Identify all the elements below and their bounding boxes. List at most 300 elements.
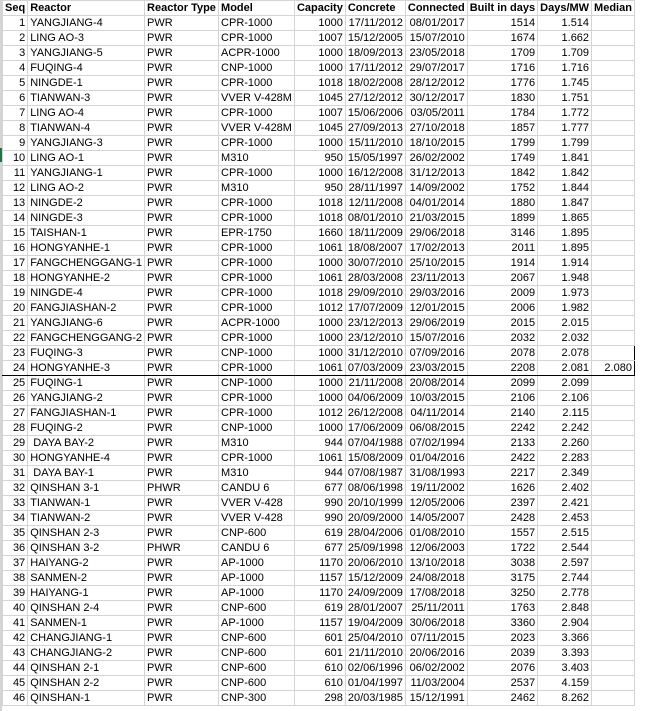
cell-seq[interactable]: 30: [3, 451, 28, 466]
cell-seq[interactable]: 15: [3, 226, 28, 241]
cell-seq[interactable]: 27: [3, 406, 28, 421]
cell-seq[interactable]: 4: [3, 61, 28, 76]
cell-seq[interactable]: 28: [3, 421, 28, 436]
cell-median-empty[interactable]: [592, 496, 635, 511]
cell-days-per-mw[interactable]: 1.772: [538, 106, 592, 121]
cell-days-per-mw[interactable]: 1.973: [538, 286, 592, 301]
cell-concrete[interactable]: 12/11/2008: [345, 196, 405, 211]
cell-reactor-type[interactable]: PWR: [145, 241, 219, 256]
cell-reactor-type[interactable]: PWR: [145, 91, 219, 106]
cell-built-in-days[interactable]: 1709: [467, 46, 537, 61]
cell-seq[interactable]: 45: [3, 676, 28, 691]
cell-concrete[interactable]: 20/03/1985: [345, 691, 405, 706]
cell-model[interactable]: CPR-1000: [219, 211, 295, 226]
cell-model[interactable]: CPR-1000: [219, 31, 295, 46]
cell-seq[interactable]: 25: [3, 376, 28, 391]
cell-built-in-days[interactable]: 3175: [467, 571, 537, 586]
cell-reactor-type[interactable]: PWR: [145, 286, 219, 301]
cell-capacity[interactable]: 1000: [294, 391, 345, 406]
cell-reactor[interactable]: FUQING-4: [28, 61, 145, 76]
cell-reactor[interactable]: YANGJIANG-6: [28, 316, 145, 331]
cell-connected[interactable]: 29/06/2018: [405, 226, 467, 241]
cell-reactor-type[interactable]: PWR: [145, 256, 219, 271]
cell-connected[interactable]: 17/08/2018: [405, 586, 467, 601]
cell-reactor-type[interactable]: PWR: [145, 46, 219, 61]
cell-reactor-type[interactable]: PWR: [145, 271, 219, 286]
cell-model[interactable]: AP-1000: [219, 556, 295, 571]
cell-capacity[interactable]: 1000: [294, 166, 345, 181]
cell-capacity[interactable]: 1018: [294, 76, 345, 91]
cell-reactor-type[interactable]: PWR: [145, 211, 219, 226]
cell-median-empty[interactable]: [592, 481, 635, 496]
cell-capacity[interactable]: 1000: [294, 46, 345, 61]
cell-reactor-type[interactable]: PWR: [145, 406, 219, 421]
cell-concrete[interactable]: 30/07/2010: [345, 256, 405, 271]
cell-model[interactable]: CPR-1000: [219, 256, 295, 271]
cell-days-per-mw[interactable]: 2.744: [538, 571, 592, 586]
cell-connected[interactable]: 15/07/2016: [405, 331, 467, 346]
cell-days-per-mw[interactable]: 1.948: [538, 271, 592, 286]
cell-concrete[interactable]: 31/12/2010: [345, 346, 405, 361]
cell-median-empty[interactable]: [592, 526, 635, 541]
cell-reactor[interactable]: QINSHAN-1: [28, 691, 145, 706]
cell-seq[interactable]: 44: [3, 661, 28, 676]
cell-median-empty[interactable]: [592, 286, 635, 301]
cell-capacity[interactable]: 601: [294, 631, 345, 646]
cell-concrete[interactable]: 27/09/2013: [345, 121, 405, 136]
cell-reactor-type[interactable]: PWR: [145, 76, 219, 91]
cell-median-empty[interactable]: [592, 76, 635, 91]
cell-model[interactable]: CNP-600: [219, 676, 295, 691]
cell-median-empty[interactable]: [592, 226, 635, 241]
cell-median-empty[interactable]: [592, 166, 635, 181]
cell-seq[interactable]: 33: [3, 496, 28, 511]
cell-reactor-type[interactable]: PWR: [145, 376, 219, 391]
cell-connected[interactable]: 01/08/2010: [405, 526, 467, 541]
header-median[interactable]: Median: [592, 1, 635, 16]
cell-median-empty[interactable]: [592, 331, 635, 346]
cell-seq[interactable]: 43: [3, 646, 28, 661]
cell-seq[interactable]: 19: [3, 286, 28, 301]
cell-days-per-mw[interactable]: 2.402: [538, 481, 592, 496]
cell-built-in-days[interactable]: 1880: [467, 196, 537, 211]
cell-model[interactable]: CPR-1000: [219, 241, 295, 256]
cell-reactor[interactable]: NINGDE-1: [28, 76, 145, 91]
cell-days-per-mw[interactable]: 1.716: [538, 61, 592, 76]
cell-concrete[interactable]: 29/09/2010: [345, 286, 405, 301]
cell-median-empty[interactable]: [592, 556, 635, 571]
cell-seq[interactable]: 12: [3, 181, 28, 196]
cell-reactor[interactable]: FANGCHENGGANG-1: [28, 256, 145, 271]
cell-reactor-type[interactable]: PWR: [145, 451, 219, 466]
cell-capacity[interactable]: 1007: [294, 106, 345, 121]
cell-reactor-type[interactable]: PWR: [145, 181, 219, 196]
cell-connected[interactable]: 30/12/2017: [405, 91, 467, 106]
cell-built-in-days[interactable]: 1722: [467, 541, 537, 556]
cell-built-in-days[interactable]: 2133: [467, 436, 537, 451]
cell-seq[interactable]: 36: [3, 541, 28, 556]
cell-built-in-days[interactable]: 2217: [467, 466, 537, 481]
cell-reactor[interactable]: YANGJIANG-2: [28, 391, 145, 406]
cell-median-empty[interactable]: [592, 196, 635, 211]
cell-seq[interactable]: 40: [3, 601, 28, 616]
cell-days-per-mw[interactable]: 1.895: [538, 241, 592, 256]
cell-connected[interactable]: 19/11/2002: [405, 481, 467, 496]
cell-connected[interactable]: 06/02/2002: [405, 661, 467, 676]
cell-days-per-mw[interactable]: 1.841: [538, 151, 592, 166]
cell-concrete[interactable]: 07/08/1987: [345, 466, 405, 481]
cell-reactor-type[interactable]: PWR: [145, 676, 219, 691]
cell-days-per-mw[interactable]: 1.709: [538, 46, 592, 61]
cell-capacity[interactable]: 1000: [294, 421, 345, 436]
cell-concrete[interactable]: 17/06/2009: [345, 421, 405, 436]
cell-concrete[interactable]: 18/02/2008: [345, 76, 405, 91]
cell-reactor-type[interactable]: PWR: [145, 691, 219, 706]
cell-median-empty[interactable]: [592, 601, 635, 616]
cell-median-empty[interactable]: [592, 346, 635, 361]
cell-median-empty[interactable]: [592, 16, 635, 31]
cell-reactor[interactable]: TIANWAN-1: [28, 496, 145, 511]
cell-median-empty[interactable]: [592, 661, 635, 676]
cell-concrete[interactable]: 25/09/1998: [345, 541, 405, 556]
cell-seq[interactable]: 16: [3, 241, 28, 256]
cell-concrete[interactable]: 15/12/2009: [345, 571, 405, 586]
cell-concrete[interactable]: 15/11/2010: [345, 136, 405, 151]
cell-seq[interactable]: 22: [3, 331, 28, 346]
cell-seq[interactable]: 6: [3, 91, 28, 106]
cell-connected[interactable]: 30/06/2018: [405, 616, 467, 631]
cell-capacity[interactable]: 610: [294, 661, 345, 676]
cell-built-in-days[interactable]: 2462: [467, 691, 537, 706]
cell-connected[interactable]: 13/10/2018: [405, 556, 467, 571]
cell-seq[interactable]: 38: [3, 571, 28, 586]
cell-seq[interactable]: 41: [3, 616, 28, 631]
cell-concrete[interactable]: 17/11/2012: [345, 61, 405, 76]
cell-days-per-mw[interactable]: 1.865: [538, 211, 592, 226]
cell-concrete[interactable]: 26/12/2008: [345, 406, 405, 421]
cell-median-empty[interactable]: [592, 406, 635, 421]
cell-concrete[interactable]: 15/06/2006: [345, 106, 405, 121]
cell-connected[interactable]: 29/07/2017: [405, 61, 467, 76]
cell-capacity[interactable]: 601: [294, 646, 345, 661]
cell-days-per-mw[interactable]: 8.262: [538, 691, 592, 706]
cell-median-empty[interactable]: [592, 241, 635, 256]
cell-capacity[interactable]: 990: [294, 496, 345, 511]
cell-built-in-days[interactable]: 2242: [467, 421, 537, 436]
cell-reactor-type[interactable]: PWR: [145, 361, 219, 376]
cell-seq[interactable]: 2: [3, 31, 28, 46]
cell-median-value[interactable]: 2.080: [592, 361, 635, 376]
cell-days-per-mw[interactable]: 2.283: [538, 451, 592, 466]
cell-built-in-days[interactable]: 2099: [467, 376, 537, 391]
cell-days-per-mw[interactable]: 2.032: [538, 331, 592, 346]
cell-days-per-mw[interactable]: 2.349: [538, 466, 592, 481]
cell-reactor[interactable]: DAYA BAY-2: [28, 436, 145, 451]
header-model[interactable]: Model: [219, 1, 295, 16]
header-seq[interactable]: Seq: [3, 1, 28, 16]
cell-median-empty[interactable]: [592, 451, 635, 466]
cell-reactor[interactable]: LING AO-2: [28, 181, 145, 196]
cell-built-in-days[interactable]: 2140: [467, 406, 537, 421]
cell-built-in-days[interactable]: 3250: [467, 586, 537, 601]
cell-reactor[interactable]: QINSHAN 2-3: [28, 526, 145, 541]
cell-median-empty[interactable]: [592, 136, 635, 151]
cell-connected[interactable]: 23/03/2015: [405, 361, 467, 376]
cell-connected[interactable]: 31/08/1993: [405, 466, 467, 481]
cell-reactor-type[interactable]: PWR: [145, 556, 219, 571]
cell-median-empty[interactable]: [592, 316, 635, 331]
cell-model[interactable]: AP-1000: [219, 616, 295, 631]
cell-capacity[interactable]: 1061: [294, 361, 345, 376]
cell-median-empty[interactable]: [592, 271, 635, 286]
cell-model[interactable]: CNP-1000: [219, 421, 295, 436]
cell-reactor[interactable]: YANGJIANG-5: [28, 46, 145, 61]
cell-connected[interactable]: 04/01/2014: [405, 196, 467, 211]
cell-concrete[interactable]: 15/05/1997: [345, 151, 405, 166]
cell-built-in-days[interactable]: 2023: [467, 631, 537, 646]
cell-days-per-mw[interactable]: 2.904: [538, 616, 592, 631]
cell-concrete[interactable]: 23/12/2010: [345, 331, 405, 346]
header-reactor[interactable]: Reactor: [28, 1, 145, 16]
cell-median-empty[interactable]: [592, 541, 635, 556]
cell-model[interactable]: ACPR-1000: [219, 46, 295, 61]
cell-built-in-days[interactable]: 1842: [467, 166, 537, 181]
cell-capacity[interactable]: 1018: [294, 286, 345, 301]
cell-days-per-mw[interactable]: 2.778: [538, 586, 592, 601]
cell-capacity[interactable]: 1000: [294, 346, 345, 361]
cell-days-per-mw[interactable]: 1.895: [538, 226, 592, 241]
cell-model[interactable]: CPR-1000: [219, 106, 295, 121]
cell-model[interactable]: CPR-1000: [219, 406, 295, 421]
cell-seq[interactable]: 11: [3, 166, 28, 181]
cell-concrete[interactable]: 17/07/2009: [345, 301, 405, 316]
cell-median-empty[interactable]: [592, 646, 635, 661]
cell-reactor[interactable]: FUQING-2: [28, 421, 145, 436]
cell-connected[interactable]: 20/08/2014: [405, 376, 467, 391]
cell-median-empty[interactable]: [592, 571, 635, 586]
cell-concrete[interactable]: 08/01/2010: [345, 211, 405, 226]
cell-median-empty[interactable]: [592, 31, 635, 46]
header-connected[interactable]: Connected: [405, 1, 467, 16]
cell-built-in-days[interactable]: 1557: [467, 526, 537, 541]
cell-capacity[interactable]: 619: [294, 526, 345, 541]
cell-capacity[interactable]: 677: [294, 541, 345, 556]
cell-reactor-type[interactable]: PWR: [145, 301, 219, 316]
cell-built-in-days[interactable]: 2067: [467, 271, 537, 286]
cell-reactor[interactable]: LING AO-3: [28, 31, 145, 46]
cell-seq[interactable]: 37: [3, 556, 28, 571]
cell-connected[interactable]: 17/02/2013: [405, 241, 467, 256]
cell-capacity[interactable]: 1170: [294, 586, 345, 601]
cell-seq[interactable]: 24: [3, 361, 28, 376]
cell-reactor[interactable]: DAYA BAY-1: [28, 466, 145, 481]
cell-concrete[interactable]: 23/12/2013: [345, 316, 405, 331]
cell-reactor-type[interactable]: PWR: [145, 16, 219, 31]
cell-capacity[interactable]: 1012: [294, 406, 345, 421]
cell-concrete[interactable]: 24/09/2009: [345, 586, 405, 601]
cell-reactor-type[interactable]: PWR: [145, 466, 219, 481]
cell-median-empty[interactable]: [592, 256, 635, 271]
cell-capacity[interactable]: 1045: [294, 91, 345, 106]
cell-reactor[interactable]: QINSHAN 3-2: [28, 541, 145, 556]
cell-seq[interactable]: 46: [3, 691, 28, 706]
cell-days-per-mw[interactable]: 2.078: [538, 346, 592, 361]
cell-reactor-type[interactable]: PWR: [145, 601, 219, 616]
cell-connected[interactable]: 03/05/2011: [405, 106, 467, 121]
cell-connected[interactable]: 18/10/2015: [405, 136, 467, 151]
cell-seq[interactable]: 3: [3, 46, 28, 61]
cell-days-per-mw[interactable]: 1.842: [538, 166, 592, 181]
cell-connected[interactable]: 15/12/1991: [405, 691, 467, 706]
cell-built-in-days[interactable]: 2039: [467, 646, 537, 661]
cell-reactor[interactable]: NINGDE-4: [28, 286, 145, 301]
cell-seq[interactable]: 34: [3, 511, 28, 526]
cell-model[interactable]: M310: [219, 151, 295, 166]
cell-capacity[interactable]: 1170: [294, 556, 345, 571]
cell-days-per-mw[interactable]: 2.515: [538, 526, 592, 541]
cell-built-in-days[interactable]: 1626: [467, 481, 537, 496]
cell-built-in-days[interactable]: 2078: [467, 346, 537, 361]
cell-concrete[interactable]: 28/11/1997: [345, 181, 405, 196]
cell-capacity[interactable]: 1000: [294, 16, 345, 31]
cell-built-in-days[interactable]: 1749: [467, 151, 537, 166]
cell-days-per-mw[interactable]: 2.015: [538, 316, 592, 331]
cell-seq[interactable]: 32: [3, 481, 28, 496]
cell-seq[interactable]: 14: [3, 211, 28, 226]
cell-median-empty[interactable]: [592, 691, 635, 706]
cell-connected[interactable]: 23/11/2013: [405, 271, 467, 286]
cell-seq[interactable]: 5: [3, 76, 28, 91]
cell-reactor[interactable]: YANGJIANG-4: [28, 16, 145, 31]
cell-capacity[interactable]: 990: [294, 511, 345, 526]
cell-reactor[interactable]: SANMEN-2: [28, 571, 145, 586]
cell-reactor-type[interactable]: PWR: [145, 136, 219, 151]
cell-median-empty[interactable]: [592, 46, 635, 61]
cell-median-empty[interactable]: [592, 676, 635, 691]
cell-connected[interactable]: 29/03/2016: [405, 286, 467, 301]
cell-concrete[interactable]: 28/04/2006: [345, 526, 405, 541]
cell-concrete[interactable]: 16/12/2008: [345, 166, 405, 181]
cell-days-per-mw[interactable]: 4.159: [538, 676, 592, 691]
cell-seq[interactable]: 21: [3, 316, 28, 331]
cell-reactor[interactable]: LING AO-4: [28, 106, 145, 121]
cell-reactor[interactable]: HONGYANHE-2: [28, 271, 145, 286]
cell-seq[interactable]: 29: [3, 436, 28, 451]
cell-connected[interactable]: 12/05/2006: [405, 496, 467, 511]
cell-reactor-type[interactable]: PWR: [145, 436, 219, 451]
cell-reactor[interactable]: NINGDE-3: [28, 211, 145, 226]
cell-days-per-mw[interactable]: 1.777: [538, 121, 592, 136]
cell-capacity[interactable]: 619: [294, 601, 345, 616]
cell-median-empty[interactable]: [592, 106, 635, 121]
cell-days-per-mw[interactable]: 1.844: [538, 181, 592, 196]
cell-concrete[interactable]: 18/08/2007: [345, 241, 405, 256]
cell-days-per-mw[interactable]: 1.751: [538, 91, 592, 106]
cell-capacity[interactable]: 1007: [294, 31, 345, 46]
cell-capacity[interactable]: 1061: [294, 271, 345, 286]
cell-connected[interactable]: 23/05/2018: [405, 46, 467, 61]
cell-built-in-days[interactable]: 3146: [467, 226, 537, 241]
cell-built-in-days[interactable]: 2537: [467, 676, 537, 691]
header-concrete[interactable]: Concrete: [345, 1, 405, 16]
cell-model[interactable]: CPR-1000: [219, 271, 295, 286]
cell-connected[interactable]: 11/03/2004: [405, 676, 467, 691]
cell-model[interactable]: CNP-600: [219, 601, 295, 616]
cell-reactor[interactable]: HONGYANHE-3: [28, 361, 145, 376]
cell-reactor-type[interactable]: PWR: [145, 586, 219, 601]
cell-built-in-days[interactable]: 1830: [467, 91, 537, 106]
cell-reactor-type[interactable]: PWR: [145, 526, 219, 541]
cell-model[interactable]: CNP-1000: [219, 61, 295, 76]
cell-connected[interactable]: 06/08/2015: [405, 421, 467, 436]
cell-built-in-days[interactable]: 1899: [467, 211, 537, 226]
cell-concrete[interactable]: 17/11/2012: [345, 16, 405, 31]
cell-capacity[interactable]: 1157: [294, 571, 345, 586]
cell-median-empty[interactable]: [592, 301, 635, 316]
cell-connected[interactable]: 12/06/2003: [405, 541, 467, 556]
cell-days-per-mw[interactable]: 2.544: [538, 541, 592, 556]
cell-seq[interactable]: 10: [3, 151, 28, 166]
cell-concrete[interactable]: 28/03/2008: [345, 271, 405, 286]
cell-concrete[interactable]: 20/06/2010: [345, 556, 405, 571]
cell-model[interactable]: M310: [219, 181, 295, 196]
cell-capacity[interactable]: 1157: [294, 616, 345, 631]
cell-days-per-mw[interactable]: 3.393: [538, 646, 592, 661]
cell-capacity[interactable]: 950: [294, 151, 345, 166]
cell-median-empty[interactable]: [592, 466, 635, 481]
cell-seq[interactable]: 7: [3, 106, 28, 121]
cell-median-empty[interactable]: [592, 631, 635, 646]
cell-concrete[interactable]: 28/01/2007: [345, 601, 405, 616]
cell-reactor[interactable]: QINSHAN 3-1: [28, 481, 145, 496]
cell-built-in-days[interactable]: 1674: [467, 31, 537, 46]
cell-concrete[interactable]: 19/04/2009: [345, 616, 405, 631]
cell-reactor[interactable]: FANGCHENGGANG-2: [28, 331, 145, 346]
cell-concrete[interactable]: 20/10/1999: [345, 496, 405, 511]
cell-model[interactable]: CPR-1000: [219, 451, 295, 466]
cell-reactor[interactable]: SANMEN-1: [28, 616, 145, 631]
cell-concrete[interactable]: 18/11/2009: [345, 226, 405, 241]
cell-reactor-type[interactable]: PWR: [145, 646, 219, 661]
cell-reactor-type[interactable]: PWR: [145, 151, 219, 166]
cell-concrete[interactable]: 27/12/2012: [345, 91, 405, 106]
cell-reactor[interactable]: TIANWAN-3: [28, 91, 145, 106]
cell-model[interactable]: VVER V-428: [219, 511, 295, 526]
cell-capacity[interactable]: 1000: [294, 61, 345, 76]
cell-connected[interactable]: 15/07/2010: [405, 31, 467, 46]
cell-built-in-days[interactable]: 1857: [467, 121, 537, 136]
cell-capacity[interactable]: 1000: [294, 316, 345, 331]
cell-median-empty[interactable]: [592, 391, 635, 406]
cell-built-in-days[interactable]: 2397: [467, 496, 537, 511]
cell-seq[interactable]: 9: [3, 136, 28, 151]
cell-reactor-type[interactable]: PWR: [145, 31, 219, 46]
cell-days-per-mw[interactable]: 1.847: [538, 196, 592, 211]
cell-connected[interactable]: 25/10/2015: [405, 256, 467, 271]
cell-connected[interactable]: 14/09/2002: [405, 181, 467, 196]
cell-reactor[interactable]: HAIYANG-2: [28, 556, 145, 571]
cell-reactor-type[interactable]: PWR: [145, 166, 219, 181]
cell-days-per-mw[interactable]: 1.745: [538, 76, 592, 91]
cell-reactor[interactable]: CHANGJIANG-2: [28, 646, 145, 661]
cell-connected[interactable]: 26/02/2002: [405, 151, 467, 166]
cell-capacity[interactable]: 677: [294, 481, 345, 496]
cell-reactor[interactable]: TIANWAN-4: [28, 121, 145, 136]
cell-concrete[interactable]: 01/04/1997: [345, 676, 405, 691]
cell-concrete[interactable]: 15/12/2005: [345, 31, 405, 46]
cell-built-in-days[interactable]: 1776: [467, 76, 537, 91]
cell-built-in-days[interactable]: 1763: [467, 601, 537, 616]
